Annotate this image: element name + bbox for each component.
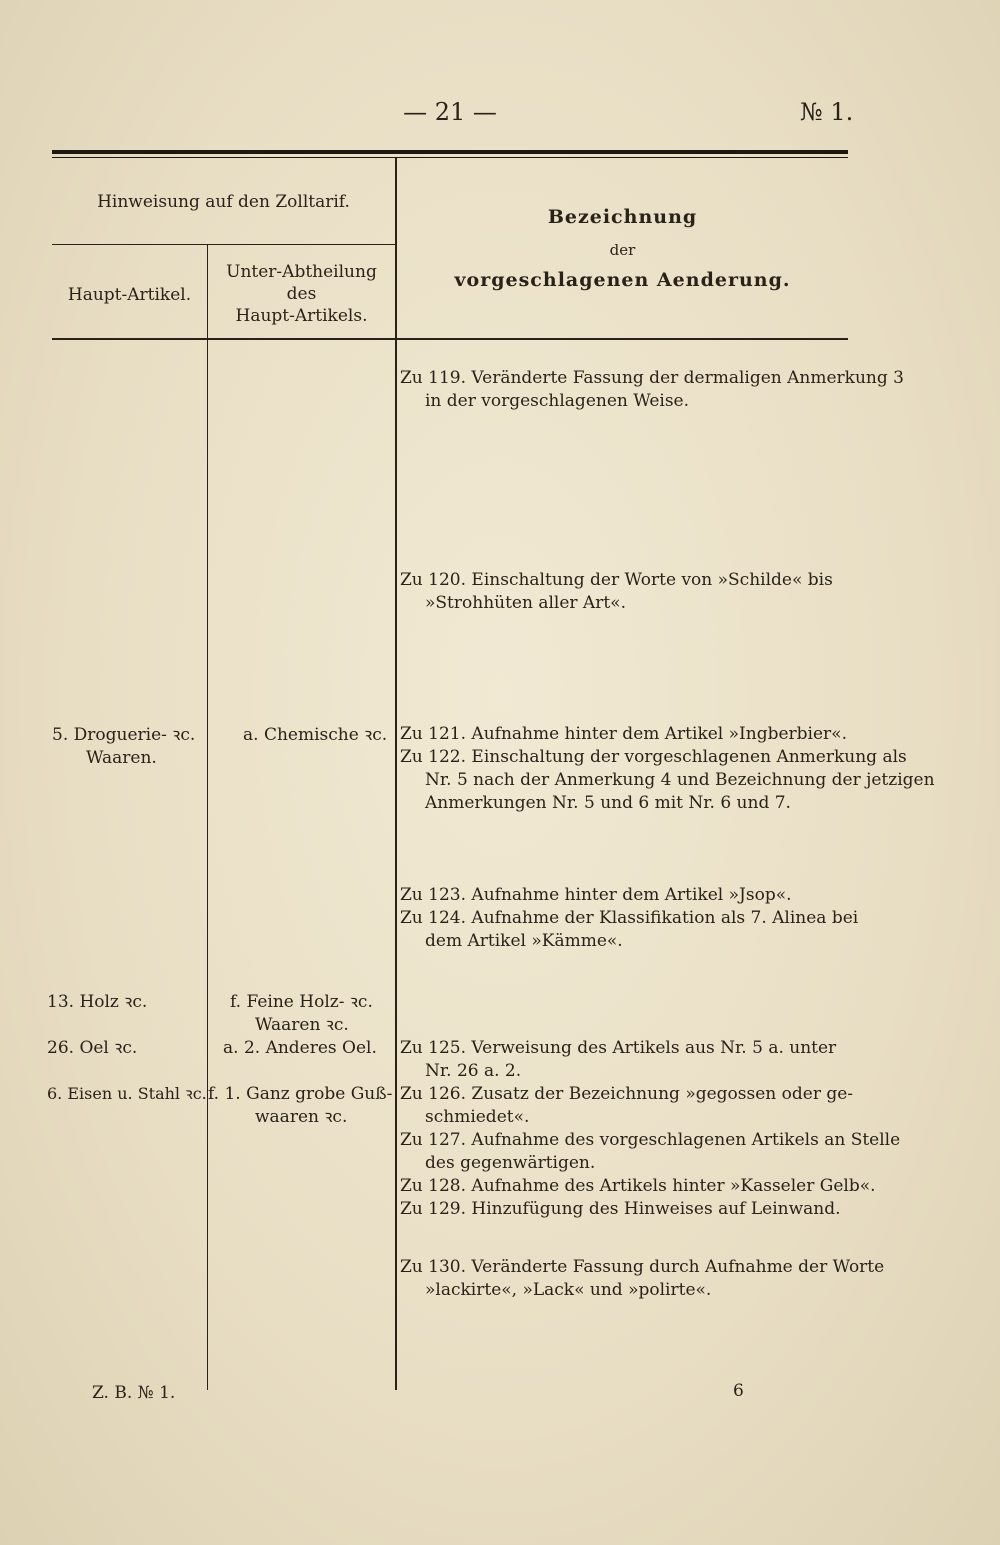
entry-125-line1: Zu 125. Verweisung des Artikels aus Nr. 5 a. unter [400, 1038, 837, 1058]
top-rule [52, 150, 848, 154]
left-5-line1: 5. Droguerie- ꝛc. [52, 725, 196, 745]
entry-128: Zu 128. Aufnahme des Artikels hinter »Kasseler Gelb«. [400, 1176, 876, 1196]
entry-119-line2: in der vorgeschlagenen Weise. [425, 391, 690, 411]
entry-123: Zu 123. Aufnahme hinter dem Artikel »Jsop«. [400, 885, 792, 905]
mid-6-line1: f. 1. Ganz grobe Guß- [208, 1084, 393, 1104]
mid-6-line2: waaren ꝛc. [255, 1107, 348, 1127]
entry-127-line2: des gegenwärtigen. [425, 1153, 596, 1173]
entry-122-line1: Zu 122. Einschaltung der vorgeschlagenen Anmerkung als [400, 747, 907, 767]
column-divider-middle [207, 244, 208, 1390]
mid-5: a. Chemische ꝛc. [243, 725, 388, 745]
entry-130-line2: »lackirte«, »Lack« und »polirte«. [425, 1280, 712, 1300]
entry-122-line3: Anmerkungen Nr. 5 und 6 mit Nr. 6 und 7. [425, 793, 791, 813]
page-number: — 21 — [403, 98, 497, 126]
entry-125-line2: Nr. 26 a. 2. [425, 1061, 522, 1081]
col-bezeichnung-1: Bezeichnung [547, 206, 698, 228]
col-haupt-artikel: Haupt-Artikel. [67, 285, 192, 305]
mid-26: a. 2. Anderes Oel. [223, 1038, 377, 1058]
document-number: № 1. [800, 98, 854, 126]
entry-127-line1: Zu 127. Aufnahme des vorgeschlagenen Artikels an Stelle [400, 1130, 901, 1150]
column-divider-right [395, 158, 397, 1390]
header-subrule [52, 244, 396, 245]
footer-right: 6 [733, 1381, 744, 1401]
col-unter-abtheilung-3: Haupt-Artikels. [235, 306, 368, 326]
entry-124-line2: dem Artikel »Kämme«. [425, 931, 623, 951]
entry-121: Zu 121. Aufnahme hinter dem Artikel »Ingberbier«. [400, 724, 847, 744]
col-unter-abtheilung-2: des [286, 284, 317, 304]
col-bezeichnung-3: vorgeschlagenen Aenderung. [454, 269, 791, 291]
left-column-title: Hinweisung auf den Zolltarif. [97, 192, 350, 212]
mid-13-line2: Waaren ꝛc. [255, 1015, 349, 1035]
col-unter-abtheilung-1: Unter-Abtheilung [226, 262, 377, 282]
entry-120-line1: Zu 120. Einschaltung der Worte von »Schilde« bis [400, 570, 833, 590]
col-bezeichnung-2: der [609, 241, 636, 259]
left-6: 6. Eisen u. Stahl ꝛc. [47, 1084, 207, 1103]
left-26: 26. Oel ꝛc. [47, 1038, 138, 1058]
left-13: 13. Holz ꝛc. [47, 992, 148, 1012]
header-bottom-rule [52, 338, 848, 340]
mid-13-line1: f. Feine Holz- ꝛc. [230, 992, 373, 1012]
footer-left: Z. B. № 1. [92, 1383, 176, 1403]
entry-129: Zu 129. Hinzufügung des Hinweises auf Leinwand. [400, 1199, 841, 1219]
left-5-line2: Waaren. [86, 748, 157, 768]
entry-120-line2: »Strohhüten aller Art«. [425, 593, 626, 613]
entry-122-line2: Nr. 5 nach der Anmerkung 4 und Bezeichnung der jetzigen [425, 770, 935, 790]
entry-124-line1: Zu 124. Aufnahme der Klassifikation als 7. Alinea bei [400, 908, 859, 928]
top-rule-thin [52, 157, 848, 158]
entry-130-line1: Zu 130. Veränderte Fassung durch Aufnahme der Worte [400, 1257, 885, 1277]
entry-126-line2: schmiedet«. [425, 1107, 530, 1127]
entry-119-line1: Zu 119. Veränderte Fassung der dermaligen Anmerkung 3 [400, 368, 904, 388]
entry-126-line1: Zu 126. Zusatz der Bezeichnung »gegossen oder ge- [400, 1084, 854, 1104]
